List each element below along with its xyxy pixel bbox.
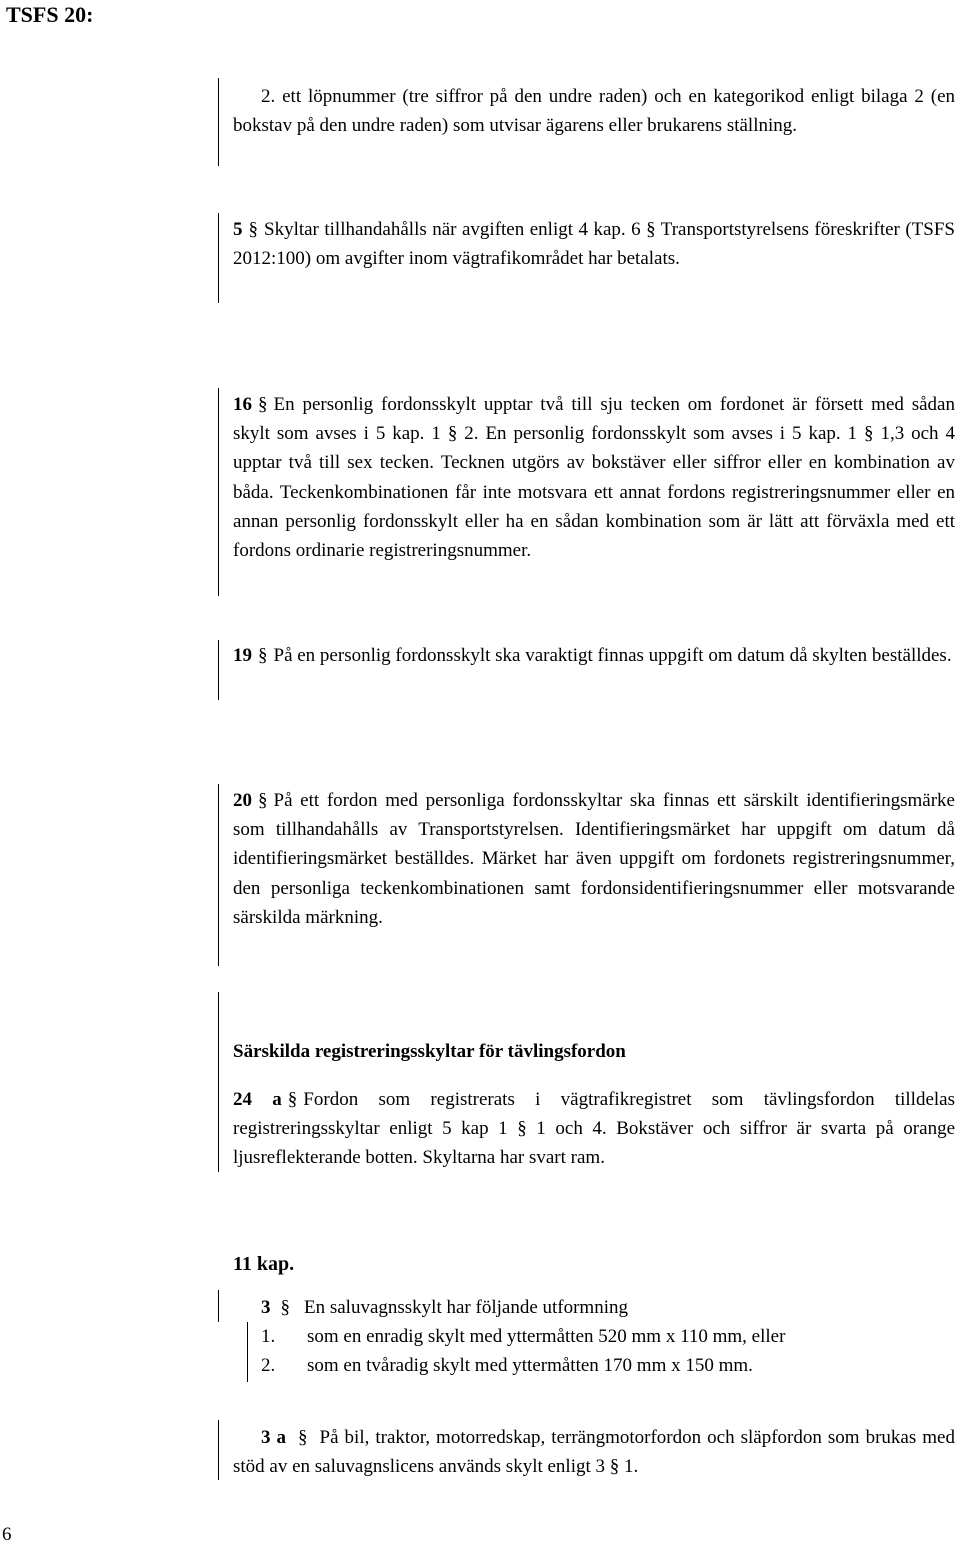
document-header: TSFS 20: [6,2,94,27]
paragraph-text: En saluvagnsskylt har följande utformning [304,1297,628,1318]
section-number: 20 [233,790,252,811]
section-sign: § [258,394,268,415]
section-heading: Särskilda registreringsskyltar för tävlingsfordon [233,1041,626,1062]
section-sign: § [287,1089,298,1110]
change-bar [218,640,219,700]
section-number: 19 [233,645,252,666]
paragraph-3 [261,1293,628,1322]
section-sign: § [280,1297,290,1318]
paragraph-item-2 [233,82,955,140]
list-item-number: 2. [261,1355,276,1376]
change-bar [218,78,219,166]
section-sign: § [258,790,268,811]
paragraph-text: På ett fordon med personliga fordonsskyltar ska finnas ett särskilt identifieringsmärke som tillhandahålls av Transportstyrelsen. Identifieringsmärket har uppgift om datum då identifieringsmärket beställdes. Märket har även uppgift om fordonets registreringsnummer, den personliga teckenkombinationen samt fordonsidentifieringsnummer eller motsvarande särskilda märkning. [233,790,955,928]
section-number: 3 a [261,1427,287,1448]
paragraph-text: Fordon som registrerats i vägtrafikregistret som tävlingsfordon tilldelas registreringsskyltar enligt 5 kap 1 § 1 och 4. Bokstäver och siffror är svarta på orange ljusreflekterande botten. Skyltarna har svart ram. [233,1089,956,1169]
change-bar [218,1420,219,1480]
change-bar [247,1322,248,1382]
list-item-text: som en tvåradig skylt med yttermåtten 170 mm x 150 mm. [307,1355,753,1376]
section-number: 3 [261,1297,271,1318]
page-number: 6 [2,1524,12,1545]
paragraph-text: En personlig fordonsskylt upptar två till sju tecken om fordonet är försett med sådan skylt som avses i 5 kap. 1 § 2. En personlig fordonsskylt som avses i 5 kap. 1 § 1,3 och 4 upptar två till sex tecken. Tecknen utgörs av bokstäver eller siffror eller en kombination av båda. Teckenkombinationen får inte motsvara ett annat fordons registreringsnummer eller en annan personlig fordonsskylt eller ha en sådan kombination som är lätt att förväxla med ett fordons ordinarie registreringsnummer. [233,394,955,562]
change-bar [218,784,219,966]
paragraph-19 [233,641,955,670]
list-item-number: 1. [261,1326,276,1347]
paragraph-5 [233,215,955,273]
section-number: 24 a [233,1089,282,1110]
section-sign: § [298,1427,308,1448]
chapter-heading: 11 kap. [233,1253,295,1275]
paragraph-3a [233,1423,955,1481]
paragraph-text: Skyltar tillhandahålls när avgiften enligt 4 kap. 6 § Transportstyrelsens föreskrifter (TSFS 2012:100) om avgifter inom vägtrafikområdet har betalats. [233,219,955,270]
paragraph-text: På en personlig fordonsskylt ska varaktigt finnas uppgift om datum då skylten beställdes. [273,645,952,666]
paragraph-24a [233,1085,955,1173]
list-item-text: som en enradig skylt med yttermåtten 520 mm x 110 mm, eller [307,1326,786,1347]
change-bar [218,1290,219,1322]
paragraph-20 [233,786,955,932]
section-sign: § [248,219,258,240]
change-bar [218,992,219,1172]
change-bar [218,388,219,596]
section-number: 16 [233,394,252,415]
section-number: 5 [233,219,243,240]
change-bar [218,213,219,303]
paragraph-text: 2. ett löpnummer (tre siffror på den undre raden) och en kategorikod enligt bilaga 2 (en bokstav på den undre raden) som utvisar ägarens eller brukarens ställning. [233,86,955,137]
paragraph-16 [233,390,955,565]
section-sign: § [258,645,268,666]
paragraph-text: På bil, traktor, motorredskap, terrängmotorfordon och släpfordon som brukas med stöd av en saluvagnslicens används skylt enligt 3 § 1. [233,1427,955,1478]
